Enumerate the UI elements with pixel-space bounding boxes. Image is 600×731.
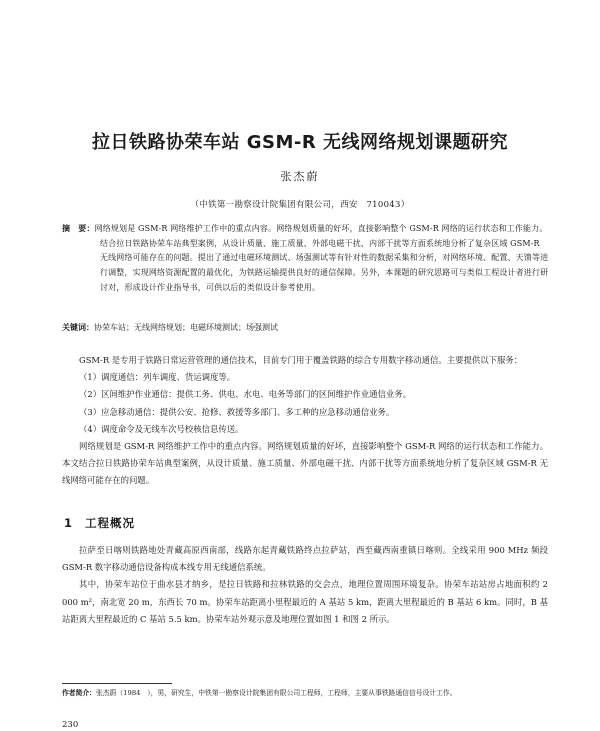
paper-title: 拉日铁路协荣车站 GSM-R 无线网络规划课题研究	[91, 132, 508, 153]
abstract-block	[62, 222, 550, 296]
service-item-3: （3）应急移动通信：提供公安、抢修、救援等多部门、多工种的应急移动通信业务。	[79, 406, 395, 417]
section-1-body	[62, 542, 548, 628]
section-1-paragraph-2: 其中，协荣车站位于曲水县才纳乡，是拉日铁路和拉林铁路的交会点，地理位置周围环境复杂。协荣车站站房占地面积约 2 000 m²，南北宽 20 m，东西长 70 m。协荣车站距离小里程最近的 A 基站 5 km，距离大里程最近的 B 基站 6 km。同时，B 基站距离大里程最近的 C 基站 5.5 km。协荣车站外观示意及地理位置如图 1 和图 2 所示。	[62, 579, 548, 624]
keywords-label: 关键词：	[62, 323, 94, 332]
service-item-4: （4）调度命令及无线车次号校核信息传送。	[79, 423, 244, 434]
section-heading	[64, 515, 135, 531]
abstract-text: 网络规划是 GSM-R 网络维护工作中的重点内容。网络规划质量的好坏，直接影响整个 GSM-R 网络的运行状态和工作能力。结合拉日铁路协荣车站典型案例，从设计质量、施工质量、外部电磁干扰、内部干扰等方面系统地分析了复杂区域 GSM-R 无线网络可能存在的问题。提出了通过电磁环境测试、场强测试等有针对性的数据采集和分析，对网络环境、配置、天馈等进行调整，实现网络资源配置的最优化，为铁路运输提供良好的通信保障。另外，本课题的研究思路可与类似工程设计者进行研讨对，形成设计作业指导书，可供以后的类似设计参考使用。	[94, 224, 549, 292]
footnote-label: 作者简介：	[62, 689, 96, 697]
section-1-paragraph-1: 拉萨至日喀则铁路地处青藏高原西南部，线路东起青藏铁路终点拉萨站，西至藏西南重镇日喀则。全线采用 900 MHz 频段 GSM-R 数字移动通信设备构成本线专用无线通信系统。	[62, 545, 548, 573]
author-footnote	[62, 688, 552, 698]
keywords-text: 协荣车站；无线网络规划；电磁环境测试；场强测试	[94, 323, 278, 332]
intro-paragraph-2: 网络规划是 GSM-R 网络维护工作中的重点内容。网络规划质量的好坏，直接影响整个 GSM-R 网络的运行状态和工作能力。本文结合拉日铁路协荣车站典型案例，从设计质量、施工质量、外部电磁干扰、内部干扰等方面系统地分析了复杂区域 GSM-R 无线网络可能存在的问题。	[62, 441, 548, 486]
author-name: 张杰蔚	[280, 170, 320, 183]
keywords	[62, 321, 550, 335]
page-number: 230	[62, 720, 79, 730]
abstract	[62, 222, 550, 296]
section-title: 工程概况	[85, 516, 136, 530]
abstract-label: 摘 要：	[62, 224, 95, 233]
section-number: 1	[64, 516, 74, 530]
service-item-2: （2）区间维护作业通信：提供工务、供电、水电、电务等部门的区间维护作业通信业务。	[79, 389, 411, 400]
service-item-1: （1）调度通信：列车调度、货运调度等。	[79, 372, 236, 383]
footnote-rule	[62, 683, 172, 684]
author-affiliation: （中铁第一勘察设计院集团有限公司，西安 710043）	[190, 200, 410, 210]
intro-paragraph-1: GSM-R 是专用于铁路日常运营管理的通信技术，目前专门用于覆盖铁路的综合专用数字移动通信。主要提供以下服务：	[79, 355, 523, 365]
intro-section	[62, 352, 548, 490]
footnote-text: 张杰蔚（1984 ），男，研究生，中铁第一勘察设计院集团有限公司工程师，工程师，主要从事铁路通信信号设计工作。	[95, 689, 457, 697]
